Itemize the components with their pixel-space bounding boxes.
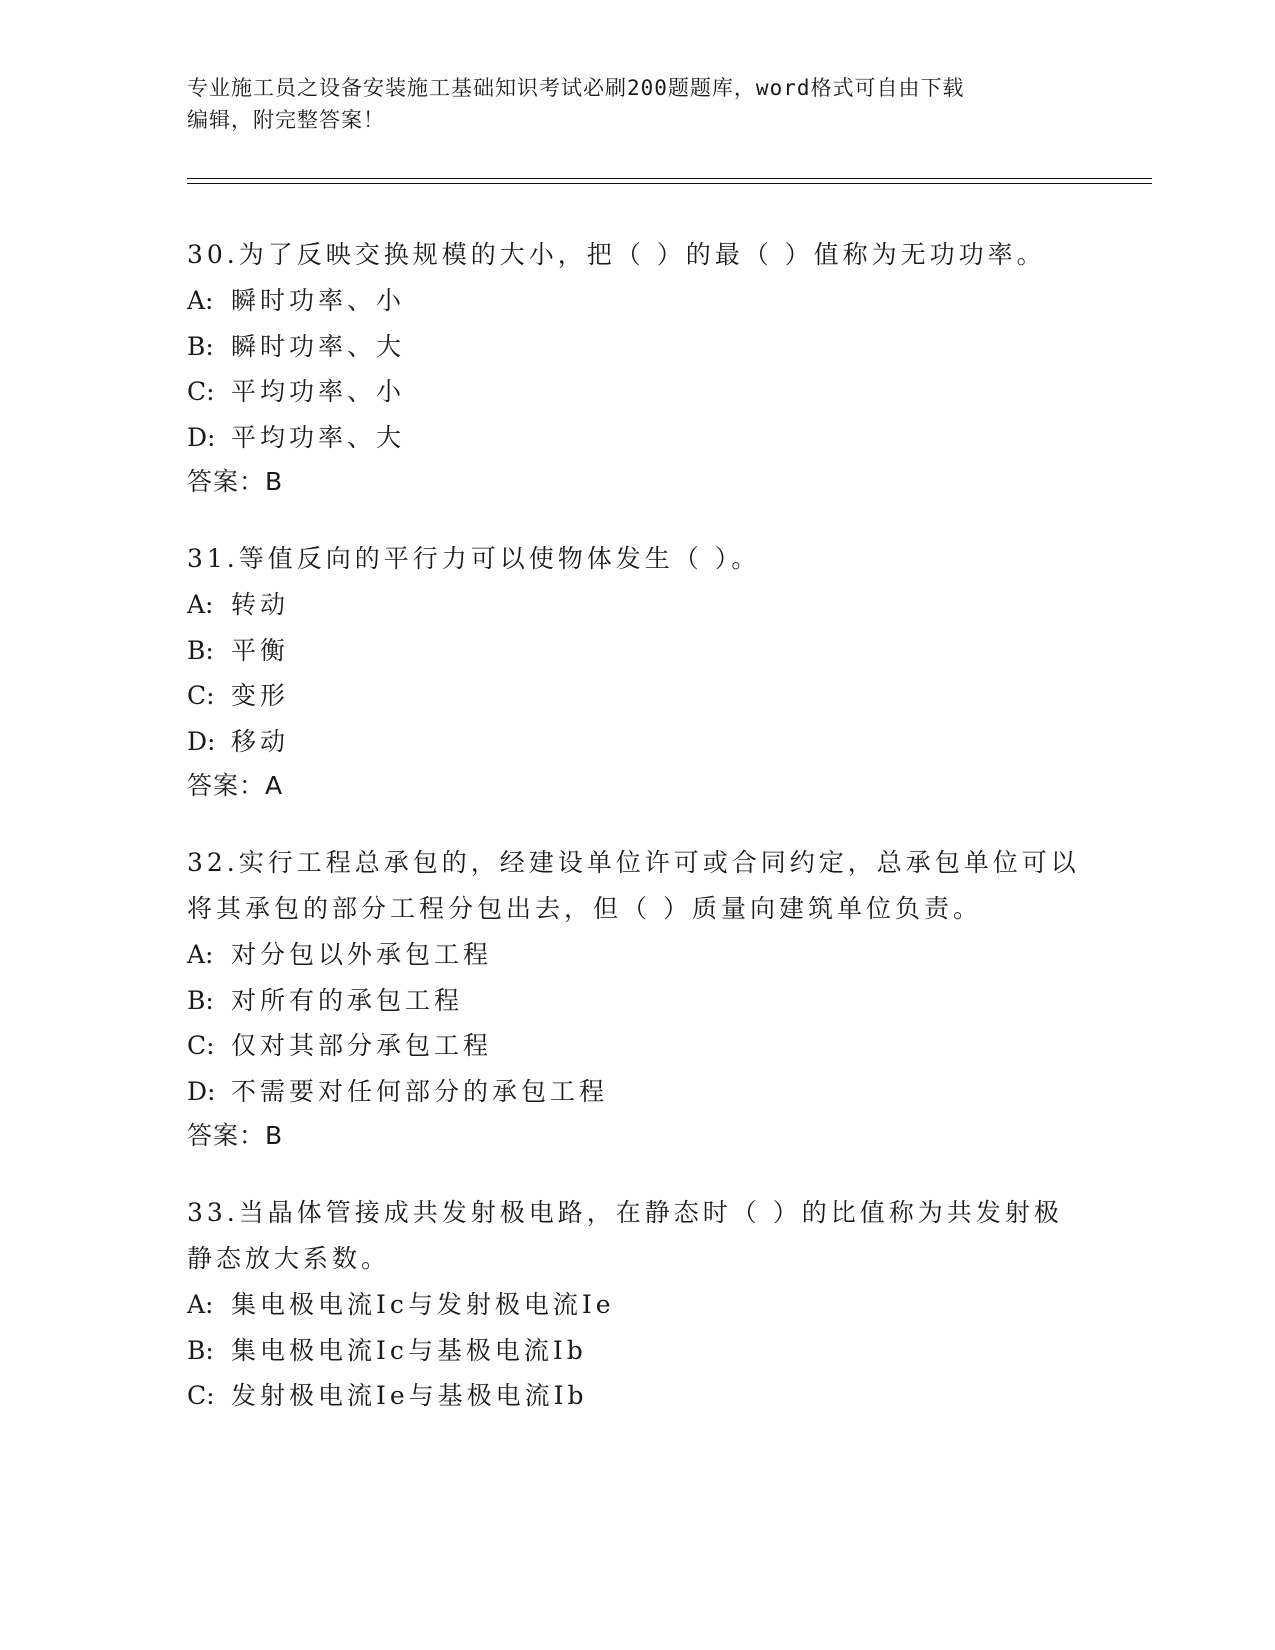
- question-33: [187, 1190, 1087, 1419]
- option-letter: A:: [187, 940, 214, 969]
- question-stem-line-2: 静态放大系数。: [187, 1244, 391, 1273]
- header-divider-top: [187, 178, 1152, 179]
- question-stem-line-1: 33.当晶体管接成共发射极电路，在静态时（ ）的比值称为共发射极: [187, 1198, 1063, 1227]
- option-text: 对分包以外承包工程: [231, 940, 493, 969]
- option-a: [187, 1282, 1087, 1328]
- option-text: 发射极电流Ie与基极电流Ib: [231, 1381, 588, 1410]
- option-c: [187, 1373, 1087, 1419]
- option-letter: C:: [187, 377, 215, 406]
- option-text: 平均功率、大: [231, 422, 406, 452]
- question-32: [187, 840, 1087, 1158]
- option-c: [187, 1023, 1087, 1069]
- question-stem: 31.等值反向的平行力可以使物体发生（ ）。: [187, 544, 761, 573]
- option-letter: A:: [187, 590, 214, 619]
- option-text: 集电极电流Ic与发射极电流Ie: [231, 1290, 615, 1319]
- option-text: 转动: [231, 590, 290, 619]
- answer-line: 答案：B: [187, 467, 284, 496]
- option-letter: D:: [187, 726, 216, 756]
- question-stem-line-1: 32.实行工程总承包的，经建设单位许可或合同约定，总承包单位可以: [187, 848, 1080, 877]
- option-a: [187, 582, 1087, 628]
- option-letter: D:: [187, 1076, 216, 1106]
- option-letter: C:: [187, 1031, 215, 1060]
- option-d: [187, 415, 1087, 461]
- option-text: 平均功率、小: [231, 377, 406, 406]
- option-letter: B:: [187, 1335, 214, 1365]
- question-30: [187, 232, 1087, 504]
- option-text: 仅对其部分承包工程: [231, 1031, 493, 1060]
- option-letter: A:: [187, 1290, 214, 1319]
- option-b: [187, 1328, 1087, 1374]
- option-a: [187, 932, 1087, 978]
- question-31: [187, 536, 1087, 808]
- option-letter: B:: [187, 985, 214, 1015]
- option-text: 瞬时功率、大: [231, 331, 406, 361]
- header-divider-bottom: [187, 183, 1152, 184]
- option-d: [187, 719, 1087, 765]
- question-stem-line-2: 将其承包的部分工程分包出去，但（ ）质量向建筑单位负责。: [187, 894, 982, 923]
- option-letter: B:: [187, 635, 214, 665]
- question-stem: 30.为了反映交换规模的大小，把（ ）的最（ ）值称为无功功率。: [187, 240, 1046, 269]
- option-letter: B:: [187, 331, 214, 361]
- document-header: [187, 72, 1067, 136]
- option-letter: C:: [187, 1381, 215, 1410]
- answer-line: 答案：A: [187, 771, 284, 800]
- option-b: [187, 978, 1087, 1024]
- option-text: 瞬时功率、小: [231, 286, 406, 315]
- option-text: 对所有的承包工程: [231, 985, 464, 1015]
- option-c: [187, 673, 1087, 719]
- option-c: [187, 369, 1087, 415]
- option-b: [187, 324, 1087, 370]
- option-letter: D:: [187, 422, 216, 452]
- option-text: 集电极电流Ic与基极电流Ib: [231, 1335, 587, 1365]
- option-b: [187, 628, 1087, 674]
- option-text: 平衡: [231, 635, 290, 665]
- option-letter: C:: [187, 681, 215, 710]
- header-line-1: 专业施工员之设备安装施工基础知识考试必刷200题题库，word格式可自由下载: [187, 76, 965, 100]
- option-a: [187, 278, 1087, 324]
- answer-line: 答案：B: [187, 1121, 284, 1150]
- option-letter: A:: [187, 286, 214, 315]
- question-list: [187, 232, 1087, 1451]
- option-text: 变形: [231, 681, 290, 710]
- header-line-2: 编辑，附完整答案！: [187, 108, 385, 132]
- option-d: [187, 1069, 1087, 1115]
- option-text: 移动: [231, 726, 290, 756]
- option-text: 不需要对任何部分的承包工程: [231, 1076, 609, 1106]
